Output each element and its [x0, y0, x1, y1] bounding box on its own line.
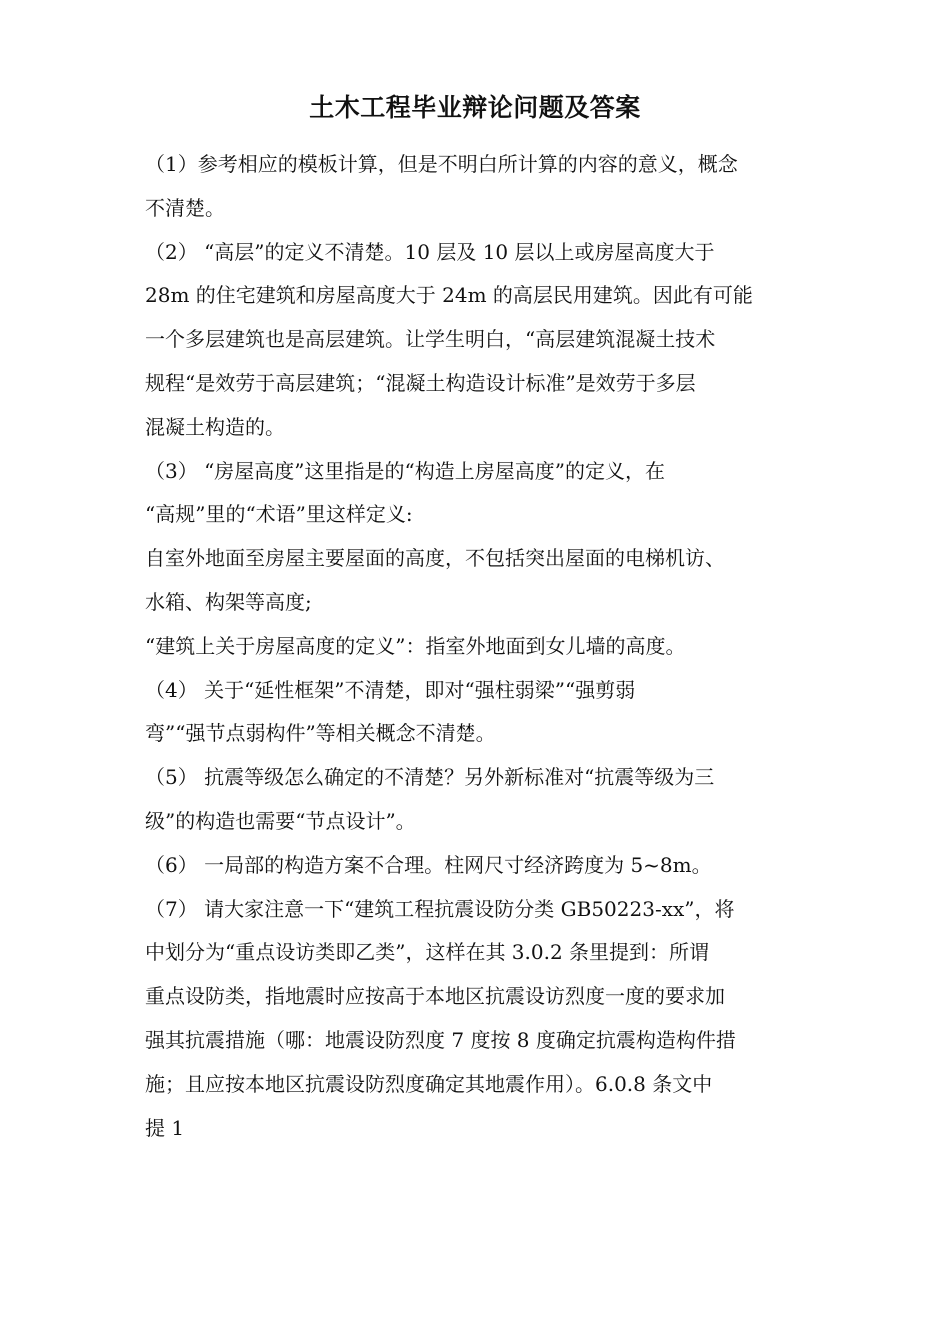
body-line: （3） “房屋高度”这里指是的“构造上房屋高度”的定义，在 [145, 458, 665, 483]
body-line: （2） “高层”的定义不清楚。10 层及 10 层以上或房屋高度大于 [145, 239, 715, 264]
body-line: （7） 请大家注意一下“建筑工程抗震设防分类 GB50223-xx”，将 [145, 896, 735, 921]
body-line: （6） 一局部的构造方案不合理。柱网尺寸经济跨度为 5~8m。 [145, 852, 712, 877]
body-line: （4） 关于“延性框架”不清楚，即对“强柱弱梁”“强剪弱 [145, 677, 636, 702]
body-line: “高规”里的“术语”里这样定义: [145, 502, 413, 527]
body-line: 重点设防类，指地震时应按高于本地区抗震设访烈度一度的要求加 [145, 984, 725, 1009]
document-title: 土木工程毕业辩论问题及答案 [309, 93, 641, 122]
body-line: 级”的构造也需要“节点设计”。 [145, 808, 416, 833]
body-line: 强其抗震措施（哪：地震设防烈度 7 度按 8 度确定抗震构造构件措 [145, 1027, 736, 1052]
body-line: 自室外地面至房屋主要屋面的高度，不包括突出屋面的电梯机访、 [145, 546, 725, 571]
body-line: 中划分为“重点设访类即乙类”，这样在其 3.0.2 条里提到：所谓 [145, 940, 710, 965]
body-line: 混凝土构造的。 [145, 414, 285, 439]
document-body [145, 143, 810, 1150]
body-line: 水箱、构架等高度; [145, 589, 312, 614]
body-line: “建筑上关于房屋高度的定义”：指室外地面到女儿墙的高度。 [145, 633, 686, 658]
body-line: 施；且应按本地区抗震设防烈度确定其地震作用）。6.0.8 条文中 [145, 1071, 713, 1096]
body-line: 规程“是效劳于高层建筑；“混凝土构造设计标准”是效劳于多层 [145, 370, 696, 395]
body-line: （1）参考相应的模板计算，但是不明白所计算的内容的意义，概念 [145, 152, 738, 176]
body-line: 弯”“强节点弱构件”等相关概念不清楚。 [145, 721, 496, 746]
body-line: 不清楚。 [145, 195, 225, 220]
body-line: 一个多层建筑也是高层建筑。让学生明白，“高层建筑混凝土技术 [145, 327, 716, 352]
body-line: 提 1 [145, 1115, 185, 1140]
body-line: （5） 抗震等级怎么确定的不清楚？另外新标准对“抗震等级为三 [145, 765, 715, 790]
body-line: 28m 的住宅建筑和房屋高度大于 24m 的高层民用建筑。因此有可能 [145, 283, 753, 308]
